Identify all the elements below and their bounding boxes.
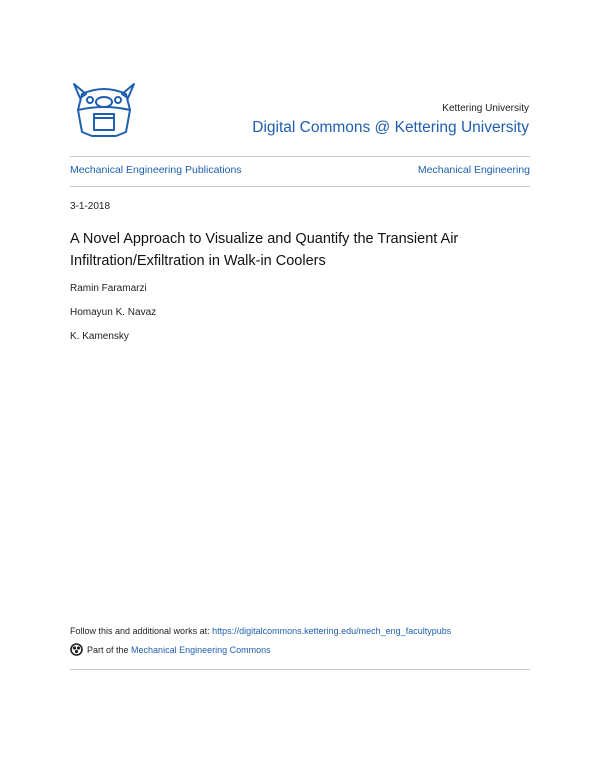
divider <box>70 186 530 187</box>
network-icon <box>70 643 83 656</box>
part-of-prefix: Part of the <box>87 644 129 655</box>
collection-link-publications[interactable]: Mechanical Engineering Publications <box>70 164 242 176</box>
commons-link[interactable]: Mechanical Engineering Commons <box>131 644 271 655</box>
follow-prefix: Follow this and additional works at: <box>70 626 213 636</box>
divider <box>70 669 530 670</box>
bulldog-logo-icon <box>70 80 138 138</box>
paper-title: A Novel Approach to Visualize and Quantify the Transient Air Infiltration/Exfiltration in Walk-in Coolers <box>70 231 459 269</box>
part-of-line <box>70 643 271 656</box>
repository-title[interactable]: Digital Commons @ Kettering University <box>252 119 529 136</box>
university-name: Kettering University <box>442 103 529 114</box>
author-name: Ramin Faramarzi <box>70 283 147 294</box>
collection-link-department[interactable]: Mechanical Engineering <box>417 164 530 176</box>
divider <box>70 156 530 157</box>
collection-url-link[interactable]: https://digitalcommons.kettering.edu/mech_eng_facultypubs <box>212 626 452 636</box>
author-name: K. Kamensky <box>70 331 129 342</box>
publication-date: 3-1-2018 <box>70 201 111 212</box>
follow-line <box>70 626 451 636</box>
author-name: Homayun K. Navaz <box>70 307 157 318</box>
